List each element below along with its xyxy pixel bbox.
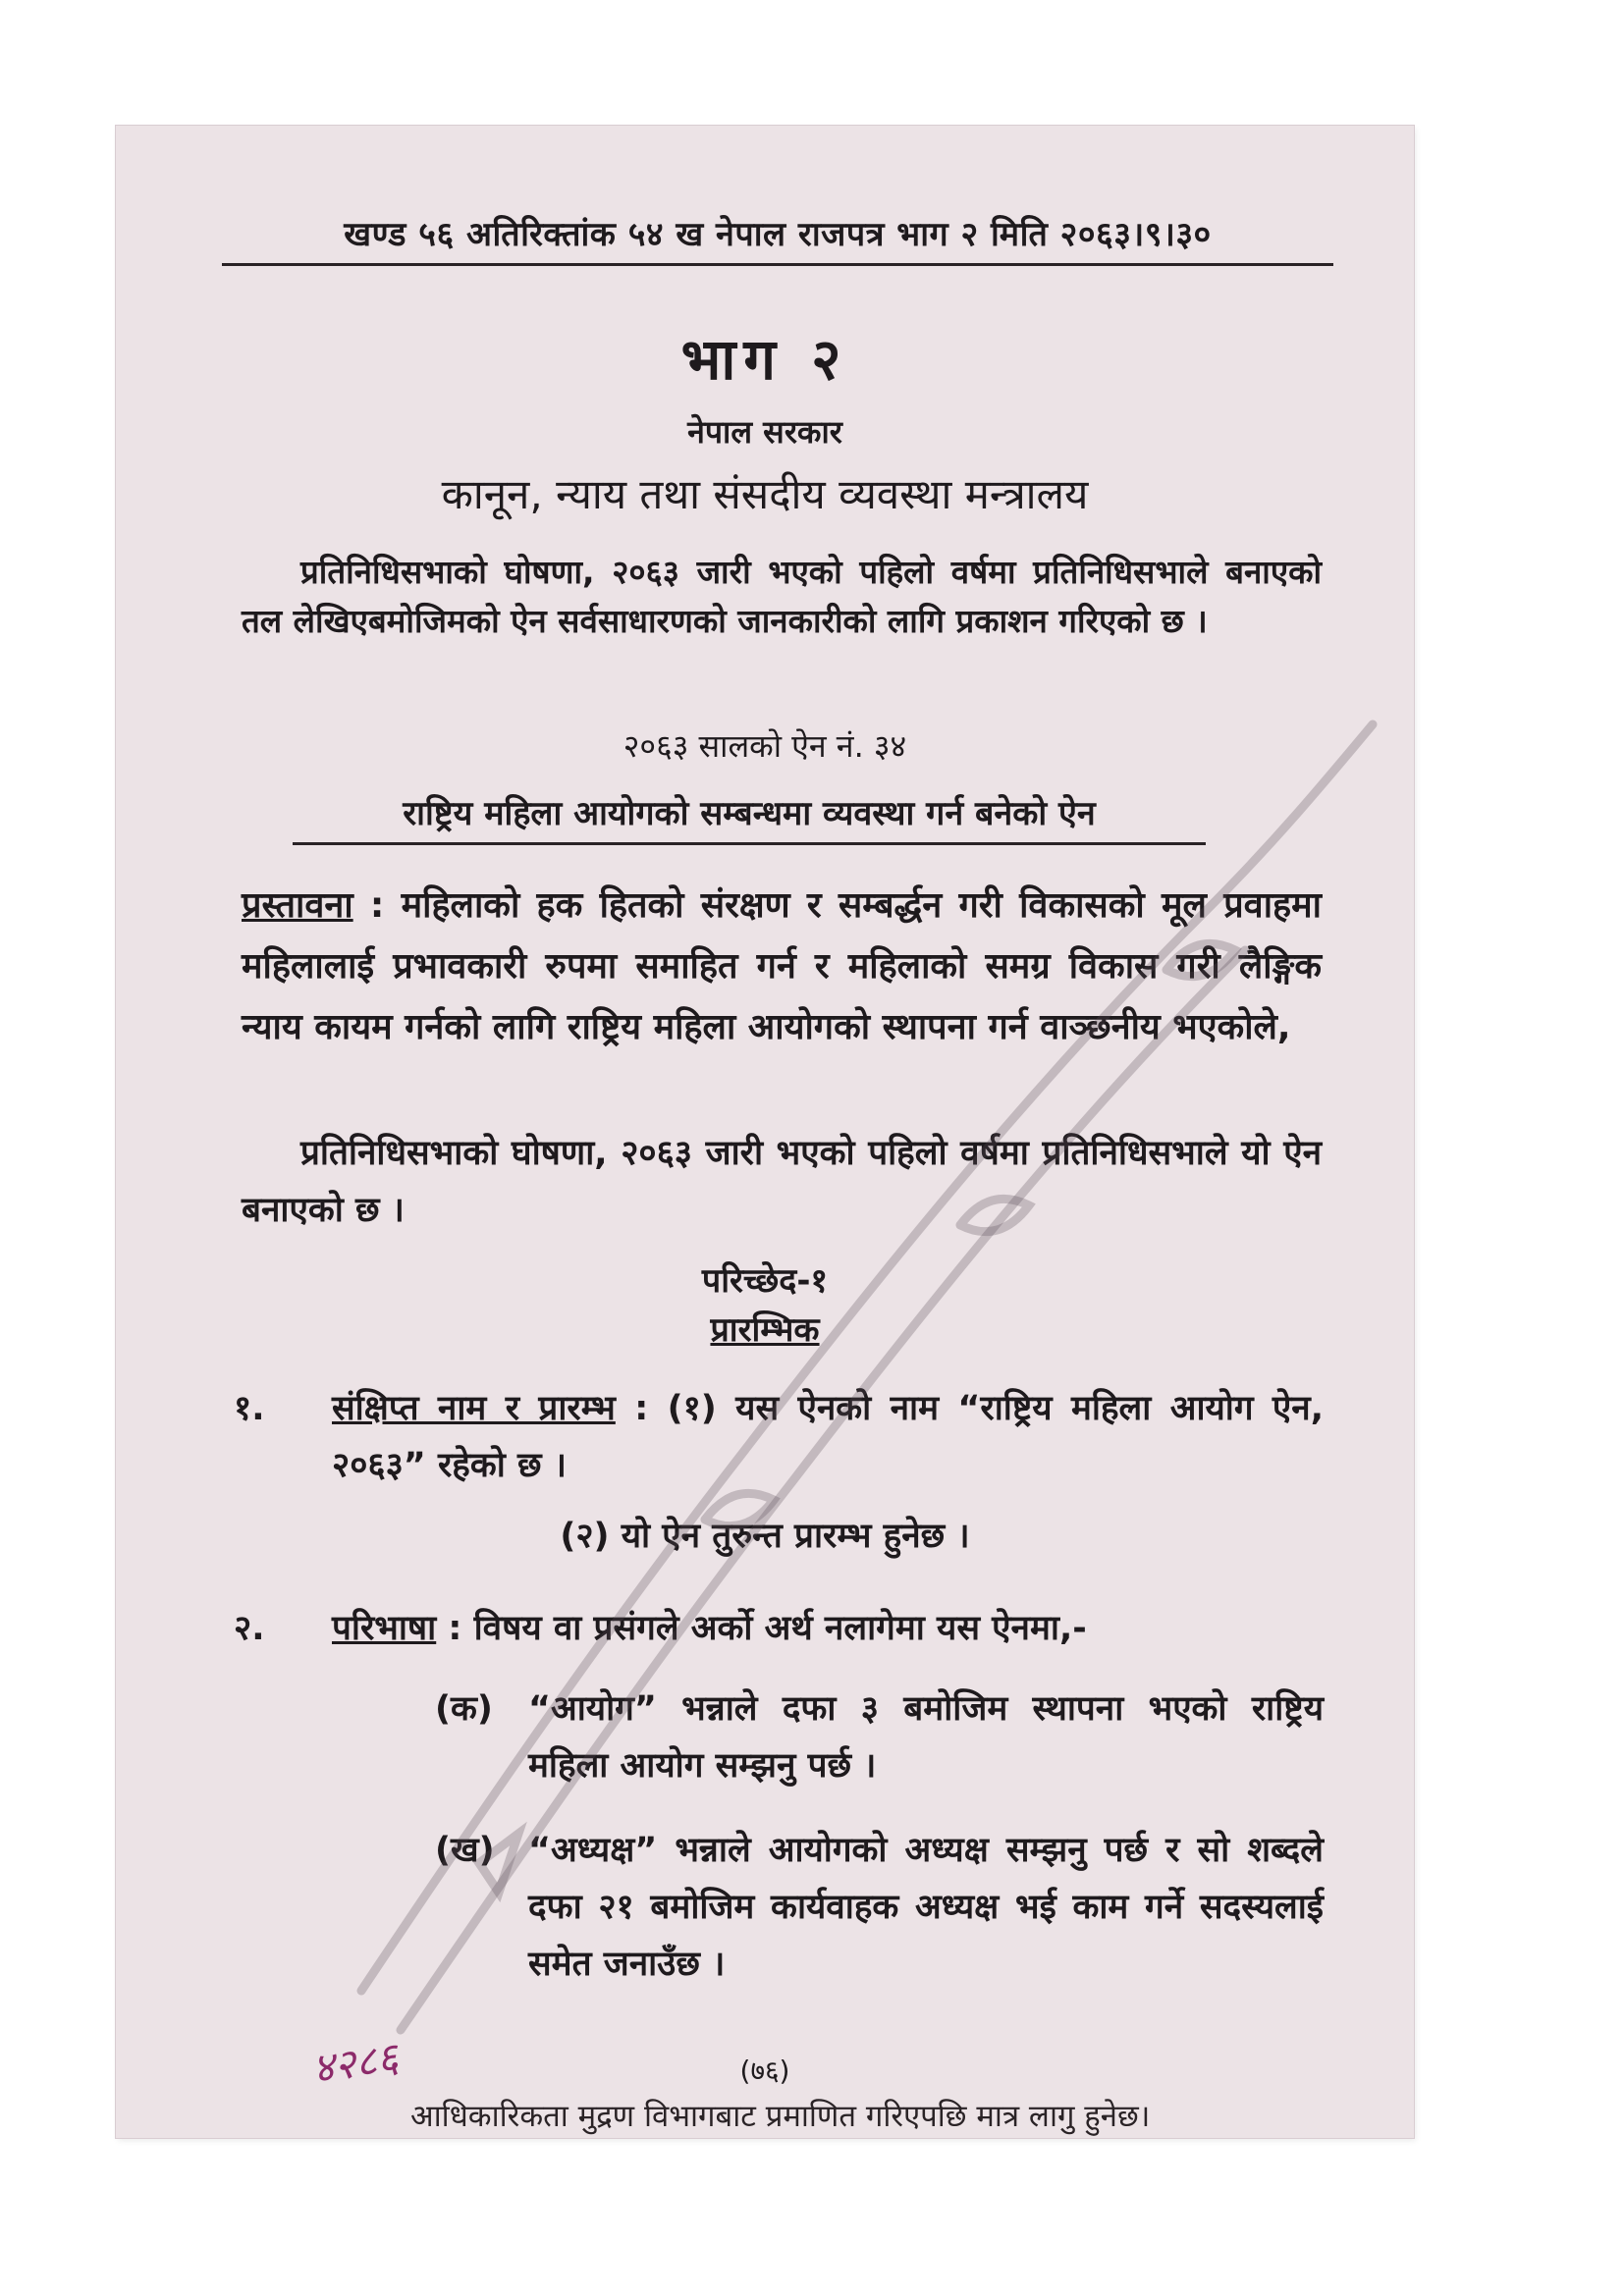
government-name: नेपाल सरकार <box>687 413 842 451</box>
clause-label: (क) <box>435 1689 493 1729</box>
clause-label: (ख) <box>435 1831 495 1870</box>
footer-note: आधिकारिकता मुद्रण विभागबाट प्रमाणित गरिएपछि मात्र लागु हुनेछ। <box>410 2099 1151 2134</box>
section-separator: : <box>436 1609 474 1648</box>
section-2 <box>234 1600 1324 1657</box>
ministry-name: कानून, न्याय तथा संसदीय व्यवस्था मन्त्रालय <box>441 470 1089 518</box>
chapter-title-text: प्रारम्भिक <box>710 1310 820 1350</box>
section-number: २. <box>234 1609 265 1648</box>
preamble-text: महिलाको हक हितको संरक्षण र सम्बर्द्धन गरी विकासको मूल प्रवाहमा महिलालाई प्रभावकारी रुपमा समाहित गर्न र महिलाको समग्र विकास गरी लैङ्गिक न्याय कायम गर्नको लागि राष्ट्रिय महिला आयोगको स्थापना गर्न वाञ्छनीय भएकोले, <box>242 885 1322 1047</box>
act-title: राष्ट्रिय महिला आयोगको सम्बन्धमा व्यवस्था गर्न बनेको ऐन <box>293 789 1206 845</box>
chapter-title <box>116 1306 1414 1351</box>
clause-text: “अध्यक्ष” भन्नाले आयोगको अध्यक्ष सम्झनु पर्छ र सो शब्दले दफा २१ बमोजिम कार्यवाहक अध्यक्ष भई काम गर्ने सदस्यलाई समेत जनाउँछ । <box>528 1831 1324 1984</box>
intro-paragraph: प्रतिनिधिसभाको घोषणा, २०६३ जारी भएको पहिलो वर्षमा प्रतिनिधिसभाले बनाएको तल लेखिएबमोजिमको ऐन सर्वसाधारणको जानकारीको लागि प्रकाशन गरिएको छ । <box>242 553 1322 640</box>
enactment-paragraph: प्रतिनिधिसभाको घोषणा, २०६३ जारी भएको पहिलो वर्षमा प्रतिनिधिसभाले यो ऐन बनाएको छ । <box>242 1134 1322 1230</box>
clause-text: “आयोग” भन्नाले दफा ३ बमोजिम स्थापना भएको राष्ट्रिय महिला आयोग सम्झनु पर्छ । <box>528 1689 1324 1786</box>
handwritten-note: ४२८६ <box>309 2033 402 2093</box>
definition-clause-ka <box>435 1681 1324 1794</box>
section-body <box>332 1600 1324 1657</box>
section-heading: परिभाषा <box>332 1609 437 1648</box>
page-number: (७६) <box>739 2055 790 2087</box>
preamble-separator: : <box>352 885 402 926</box>
section-text: (१) यस ऐनको नाम “राष्ट्रिय महिला आयोग ऐन, २०६३” रहेको छ । <box>332 1389 1324 1485</box>
gazette-page <box>116 126 1414 2138</box>
section-number: १. <box>234 1389 265 1428</box>
section-text: विषय वा प्रसंगले अर्को अर्थ नलागेमा यस ऐनमा,- <box>473 1609 1087 1648</box>
part-title: भाग २ <box>680 326 849 393</box>
preamble <box>242 876 1322 1058</box>
chapter-label: परिच्छेद-१ <box>701 1261 829 1301</box>
section-separator: : <box>615 1389 668 1428</box>
section-1 <box>234 1380 1324 1494</box>
section-body <box>332 1380 1324 1494</box>
section-heading: संक्षिप्त नाम र प्रारम्भ <box>332 1389 616 1428</box>
definition-clause-kha <box>435 1822 1324 1993</box>
act-number: २०६३ सालको ऐन नं. ३४ <box>623 727 907 765</box>
preamble-label: प्रस्तावना <box>242 885 353 926</box>
subsection-2: (२) यो ऐन तुरुन्त प्रारम्भ हुनेछ । <box>560 1517 970 1556</box>
gazette-header: खण्ड ५६ अतिरिक्तांक ५४ ख नेपाल राजपत्र भाग २ मिति २०६३।९।३० <box>222 210 1333 266</box>
